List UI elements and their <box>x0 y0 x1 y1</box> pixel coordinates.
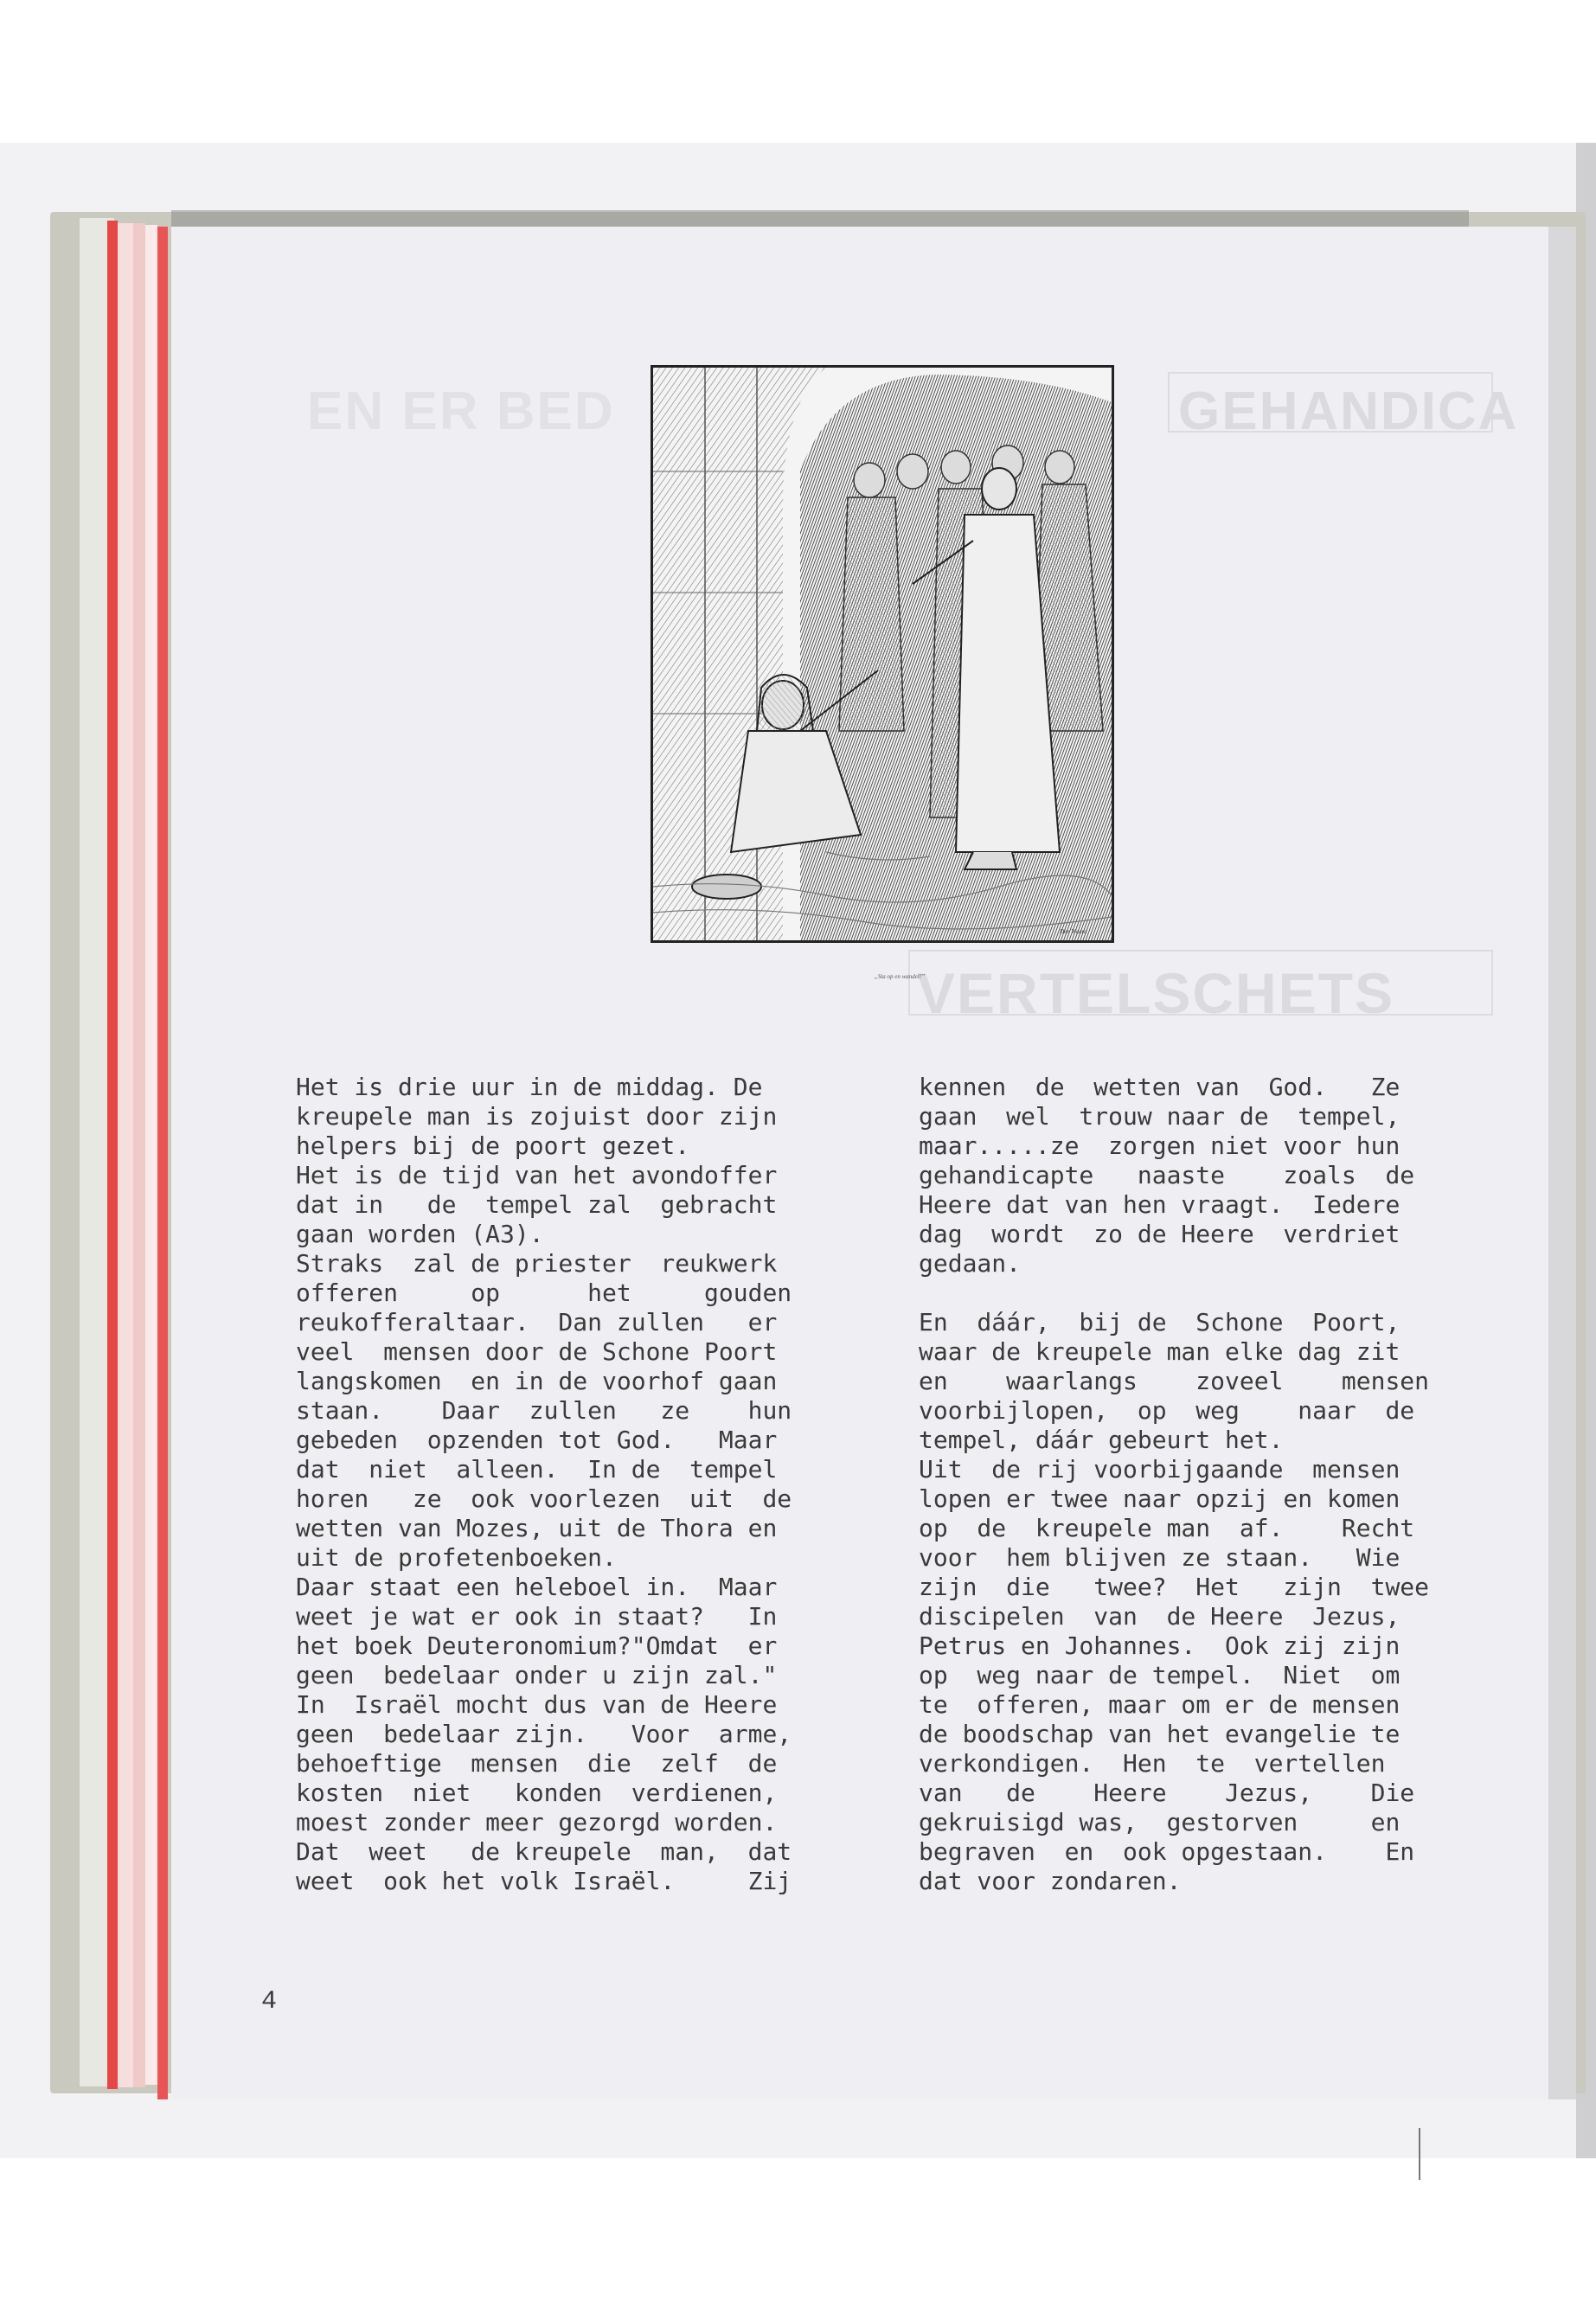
page-edge-pink <box>145 225 157 2085</box>
page-edge-red <box>107 221 118 2089</box>
illustration-beggar <box>651 365 1114 943</box>
ghost-heading: GEHANDICA <box>1178 381 1519 441</box>
page-edge-pink <box>118 223 133 2087</box>
illustration-caption: „Sta op en wandel!” <box>874 973 926 980</box>
ghost-heading: VERTELSCHETS <box>917 961 1395 1025</box>
page-edge-red <box>157 227 168 2099</box>
page-top-shadow <box>171 210 1469 228</box>
ghost-heading-left: EN ER BED <box>307 381 615 441</box>
illustration-beggar-icon <box>653 368 1112 940</box>
scan-mark <box>1419 2128 1420 2180</box>
page-gutter-shadow <box>1548 227 1576 2099</box>
page-edge-pink <box>133 223 145 2087</box>
body-text-left-column: Het is drie uur in de middag. De kreupele man is zojuist door zijn helpers bij de poort gezet. Het is de tijd van het avondoffer dat in de tempel zal gebracht gaan worden (A3). Straks zal de priester reukwerk offeren op het gouden reukofferaltaar. Dan zullen er veel mensen door de Schone Poort langskomen en in de voorhof gaan staan. Daar zullen ze hun gebeden opzenden tot God. Maar dat niet alleen. In de tempel horen ze ook voorlezen uit de wetten van Mozes, uit de Thora en uit de profetenboeken. Daar staat een heleboel in. Maar weet je wat er ook in staat? In het boek Deuteronomium?"Omdat er geen bedelaar onder u zijn zal." In Israël mocht dus van de Heere geen bedelaar zijn. Voor arme, behoeftige mensen die zelf de kosten niet konden verdienen, moest zonder meer gezorgd worden. Dat weet de kreupele man, dat weet ook het volk Israël. Zij <box>296 1073 792 1895</box>
ghost-box <box>908 950 1493 1016</box>
ghost-box <box>1168 372 1493 433</box>
page-number: 4 <box>261 1987 278 2016</box>
illustration-signature: Den Waard <box>1060 928 1087 935</box>
body-text-right-column: kennen de wetten van God. Ze gaan wel trouw naar de tempel, maar.....ze zorgen niet voor hun gehandicapte naaste zoals de Heere dat van hen vraagt. Iedere dag wordt zo de Heere verdriet gedaan. En dáár, bij de Schone Poort, waar de kreupele man elke dag zit en waarlangs zoveel mensen voorbijlopen, op weg naar de tempel, dáár gebeurt het. Uit de rij voorbijgaande mensen lopen er twee naar opzij en komen op de kreupele man af. Recht voor hem blijven ze staan. Wie zijn die twee? Het zijn twee discipelen van de Heere Jezus, Petrus en Johannes. Ook zij zijn op weg naar de tempel. Niet om te offeren, maar om er de mensen de boodschap van het evangelie te verkondigen. Hen te vertellen van de Heere Jezus, Die gekruisigd was, gestorven en begraven en ook opgestaan. En dat voor zondaren. <box>919 1073 1430 1895</box>
